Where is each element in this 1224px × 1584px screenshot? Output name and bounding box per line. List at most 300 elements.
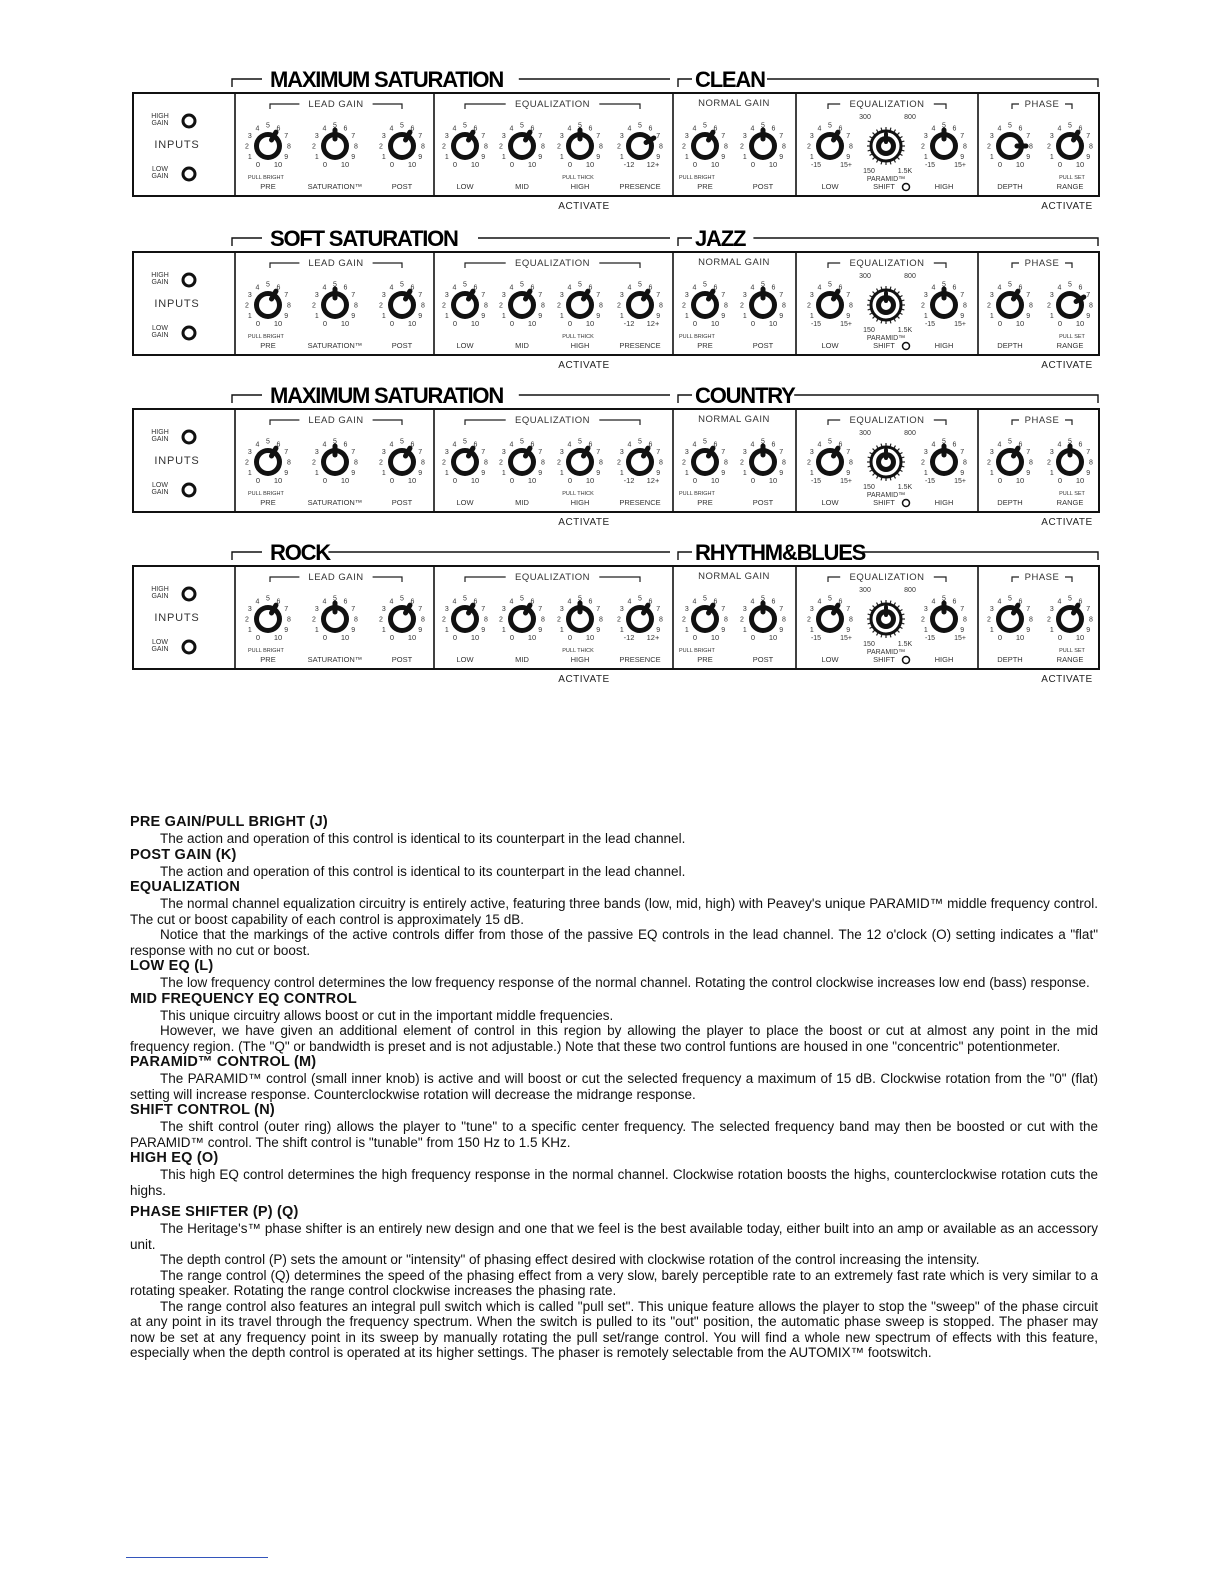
knob-scale-number: 1 xyxy=(247,313,252,320)
knob-scale-number: 8 xyxy=(287,143,291,151)
scale-ten: 10 xyxy=(710,476,720,485)
range-label: RANGE xyxy=(1056,182,1084,191)
scale-plus: 15+ xyxy=(954,162,966,169)
freq-1-5k-label: 1.5K xyxy=(897,484,913,491)
freq-800-label: 800 xyxy=(904,430,916,437)
lead-channel-title: SOFT SATURATION xyxy=(270,226,458,251)
knob-scale-number: 7 xyxy=(779,133,784,140)
knob-scale-number: 5 xyxy=(520,595,524,603)
knob-scale-number: 8 xyxy=(354,143,358,151)
knob-scale-number: 5 xyxy=(942,122,946,130)
knob-scale-number: 8 xyxy=(484,616,488,624)
section-paragraph: The PARAMID™ control (small inner knob) is active and will boost or cut the selected frequency a maximum of 15 dB. Clockwise rotation from the "0" (flat) setting will increase response. Counterclockwise rotation will decrease the midrange response. xyxy=(130,1071,1098,1102)
knob-scale-number: 4 xyxy=(627,125,632,133)
saturation-label: SATURATION™ xyxy=(307,655,363,664)
knob-scale-number: 6 xyxy=(530,441,535,449)
knob-scale-number: 3 xyxy=(444,133,449,140)
section-label: EQUALIZATION xyxy=(849,258,925,269)
knob-scale-number: 9 xyxy=(538,627,543,634)
post-label: POST xyxy=(752,498,774,507)
knob-scale-number: 7 xyxy=(481,292,486,299)
knob-scale-number: 3 xyxy=(247,133,252,140)
paramid-knob xyxy=(867,600,905,638)
scale-zero: 0 xyxy=(997,319,1003,328)
knob-scale-number: 8 xyxy=(659,143,663,151)
scale-zero: 0 xyxy=(997,476,1003,485)
scale-ten: 10 xyxy=(407,160,417,169)
pull-bright-label: PULL BRIGHT xyxy=(679,175,715,181)
knob-scale-number: 6 xyxy=(343,441,348,449)
knob-scale-number: 4 xyxy=(322,441,327,449)
knob-scale-number: 9 xyxy=(846,313,851,320)
knob-scale-number: 2 xyxy=(807,302,811,310)
knob-scale-number: 6 xyxy=(276,441,281,449)
knob-scale-number: 3 xyxy=(1049,449,1054,456)
scale-minus: -12 xyxy=(623,633,635,642)
lead-activate-label: ACTIVATE xyxy=(558,674,610,685)
scale-zero: 0 xyxy=(452,319,458,328)
knob-scale-number: 2 xyxy=(499,302,503,310)
knob-scale-number: 5 xyxy=(638,438,642,446)
knob-scale-number: 5 xyxy=(333,281,337,289)
lead-title-rule-left xyxy=(232,552,262,560)
high-gain-label: GAIN xyxy=(151,436,169,443)
knob-scale-number: 9 xyxy=(721,154,726,161)
knob-scale-number: 6 xyxy=(648,284,653,292)
section-heading: EQUALIZATION xyxy=(130,879,241,895)
knob-scale-number: 4 xyxy=(627,598,632,606)
knob-scale-number: 8 xyxy=(724,302,728,310)
knob-scale-number: 4 xyxy=(322,284,327,292)
section-label: EQUALIZATION xyxy=(849,99,925,110)
pull-set-label: PULL SET xyxy=(1059,491,1085,497)
section-heading: PRE GAIN/PULL BRIGHT (J) xyxy=(130,814,328,830)
scale-ten: 10 xyxy=(407,319,417,328)
knob-scale-number: 1 xyxy=(684,313,689,320)
knob-scale-number: 9 xyxy=(1086,313,1091,320)
section-paragraph: However, we have given an additional element of control in this region by allowing the player to place the boost or cut at almost any point in the mid frequency region. (The "Q" or bandwidth is preset and is not adjustable.) Note that these two control funtions are housed in one "concentric" potentionmeter. xyxy=(130,1023,1098,1054)
knob-scale-number: 9 xyxy=(418,627,423,634)
knob-scale-number: 3 xyxy=(809,292,814,299)
scale-zero: 0 xyxy=(452,633,458,642)
knob-scale-number: 3 xyxy=(619,292,624,299)
section-heading: SHIFT CONTROL (N) xyxy=(130,1102,275,1118)
knob-scale-number: 4 xyxy=(931,598,936,606)
scale-ten: 10 xyxy=(470,319,480,328)
knob-scale-number: 2 xyxy=(442,616,446,624)
knob-scale-number: 4 xyxy=(817,284,822,292)
knob-scale-number: 3 xyxy=(559,133,564,140)
section-label: EQUALIZATION xyxy=(849,415,925,426)
knob-scale-number: 4 xyxy=(389,125,394,133)
knob-scale-number: 8 xyxy=(421,302,425,310)
knob-scale-number: 2 xyxy=(740,143,744,151)
knob-scale-number: 7 xyxy=(1026,606,1031,613)
section-label: EQUALIZATION xyxy=(515,415,590,426)
lead-channel-title: MAXIMUM SATURATION xyxy=(270,383,504,408)
knob-scale-number: 5 xyxy=(761,122,765,130)
normal-title-rule-left xyxy=(678,395,692,403)
knob-scale-number: 1 xyxy=(989,627,994,634)
inputs-label: INPUTS xyxy=(154,139,200,151)
knob-scale-number: 7 xyxy=(1086,133,1091,140)
amp-panel xyxy=(133,540,1099,685)
knob-scale-number: 4 xyxy=(567,284,572,292)
knob-scale-number: 5 xyxy=(463,281,467,289)
knob-scale-number: 7 xyxy=(846,133,851,140)
knob-scale-number: 6 xyxy=(648,598,653,606)
knob-scale-number: 6 xyxy=(648,441,653,449)
high-label: HIGH xyxy=(934,182,954,191)
shift-label: SHIFT xyxy=(873,498,895,507)
pre-label: PRE xyxy=(697,341,713,350)
scale-minus: -12 xyxy=(623,476,635,485)
low-label: LOW xyxy=(456,182,474,191)
presence-label: PRESENCE xyxy=(619,655,661,664)
knob-scale-number: 3 xyxy=(559,292,564,299)
scale-zero: 0 xyxy=(389,476,395,485)
knob-scale-number: 8 xyxy=(421,143,425,151)
scale-zero: 0 xyxy=(567,160,573,169)
knob-scale-number: 3 xyxy=(444,292,449,299)
knob-scale-number: 8 xyxy=(421,616,425,624)
section-paragraph: The low frequency control determines the low frequency response of the normal channel. Rotating the control clockwise increases low end (bass) response. xyxy=(160,975,1090,990)
knob-scale-number: 3 xyxy=(1049,133,1054,140)
high-gain-jack xyxy=(183,115,195,127)
knob-scale-number: 4 xyxy=(567,125,572,133)
knob-scale-number: 3 xyxy=(619,606,624,613)
knob-scale-number: 6 xyxy=(952,125,957,133)
section-paragraph: The Heritage's™ phase shifter is an entirely new design and one that we feel is the best available today, either built into an amp or available as an accessory unit. xyxy=(130,1221,1098,1252)
scale-minus: -15 xyxy=(810,635,822,642)
knob-scale-number: 6 xyxy=(952,441,957,449)
freq-300-label: 300 xyxy=(859,114,871,121)
knob-scale-number: 9 xyxy=(1026,154,1031,161)
pre-label: PRE xyxy=(260,655,276,664)
knob-scale-number: 5 xyxy=(638,595,642,603)
knob-scale-number: 2 xyxy=(312,459,316,467)
knob-scale-number: 7 xyxy=(284,292,289,299)
knob-scale-number: 8 xyxy=(659,459,663,467)
knob-scale-number: 7 xyxy=(481,133,486,140)
normal-title-rule-left xyxy=(678,79,692,87)
knob-scale-number: 4 xyxy=(692,125,697,133)
low-gain-label: GAIN xyxy=(151,646,169,653)
scale-zero: 0 xyxy=(509,160,515,169)
pull-thick-label: PULL THICK xyxy=(562,491,594,497)
scale-plus: 15+ xyxy=(954,635,966,642)
knob-scale-number: 5 xyxy=(463,122,467,130)
scale-zero: 0 xyxy=(255,160,261,169)
knob-scale-number: 7 xyxy=(656,292,661,299)
knob-scale-number: 4 xyxy=(452,125,457,133)
freq-300-label: 300 xyxy=(859,273,871,280)
knob-scale-number: 1 xyxy=(381,470,386,477)
knob-scale-number: 9 xyxy=(960,313,965,320)
knob-scale-number: 6 xyxy=(343,284,348,292)
high-label: HIGH xyxy=(934,341,954,350)
knob-scale-number: 5 xyxy=(828,122,832,130)
knob-scale-number: 3 xyxy=(501,449,506,456)
knob-scale-number: 9 xyxy=(779,627,784,634)
scale-zero: 0 xyxy=(389,319,395,328)
knob-scale-number: 9 xyxy=(351,313,356,320)
knob-scale-number: 8 xyxy=(963,459,967,467)
scale-zero: 0 xyxy=(1057,319,1063,328)
section-paragraph: This unique circuitry allows boost or cut in the important middle frequencies. xyxy=(160,1007,614,1023)
scale-ten: 10 xyxy=(710,633,720,642)
post-label: POST xyxy=(391,341,413,350)
post-label: POST xyxy=(752,655,774,664)
knob-scale-number: 5 xyxy=(578,438,582,446)
freq-800-label: 800 xyxy=(904,114,916,121)
knob-scale-number: 1 xyxy=(1049,627,1054,634)
pre-label: PRE xyxy=(697,655,713,664)
knob-scale-number: 6 xyxy=(1078,125,1083,133)
knob-scale-number: 5 xyxy=(400,281,404,289)
freq-1-5k-label: 1.5K xyxy=(897,641,913,648)
knob-scale-number: 3 xyxy=(559,606,564,613)
knob-scale-number: 1 xyxy=(989,154,994,161)
knob-scale-number: 9 xyxy=(656,627,661,634)
scale-zero: 0 xyxy=(452,476,458,485)
section-paragraph: The action and operation of this control is identical to its counterpart in the lead channel. xyxy=(160,831,686,846)
knob-scale-number: 6 xyxy=(410,598,415,606)
knob-scale-number: 6 xyxy=(530,125,535,133)
knob-scale-number: 3 xyxy=(1049,606,1054,613)
pull-set-label: PULL SET xyxy=(1059,334,1085,340)
section-paragraph: The depth control (P) sets the amount or "intensity" of phasing effect desired with clockwise rotation of the control increasing the intensity. xyxy=(160,1252,980,1267)
knob-scale-number: 3 xyxy=(444,606,449,613)
scale-zero: 0 xyxy=(1057,633,1063,642)
knob-scale-number: 7 xyxy=(481,606,486,613)
normal-channel-title: CLEAN xyxy=(695,67,765,92)
knob-scale-number: 9 xyxy=(721,470,726,477)
knob-scale-number: 9 xyxy=(1026,627,1031,634)
normal-gain-label: NORMAL GAIN xyxy=(698,571,770,582)
knob-scale-number: 2 xyxy=(921,143,925,151)
knob-scale-number: 9 xyxy=(538,154,543,161)
knob-scale-number: 4 xyxy=(452,441,457,449)
knob-scale-number: 2 xyxy=(442,143,446,151)
knob-scale-number: 5 xyxy=(1068,438,1072,446)
knob-scale-number: 7 xyxy=(596,449,601,456)
lead-activate-label: ACTIVATE xyxy=(558,517,610,528)
knob-scale-number: 9 xyxy=(418,154,423,161)
lead-title-rule-left xyxy=(232,79,262,87)
low-gain-jack xyxy=(183,484,195,496)
knob-scale-number: 5 xyxy=(942,438,946,446)
section-heading: HIGH EQ (O) xyxy=(130,1150,219,1166)
knob-scale-number: 5 xyxy=(333,595,337,603)
knob-scale-number: 3 xyxy=(247,292,252,299)
knob-scale-number: 6 xyxy=(952,598,957,606)
low-label: LOW xyxy=(821,498,839,507)
scale-ten: 10 xyxy=(340,319,350,328)
knob-scale-number: 6 xyxy=(1018,598,1023,606)
knob-scale-number: 3 xyxy=(809,449,814,456)
paramid-label: PARAMID™ xyxy=(866,335,906,342)
knob-scale-number: 4 xyxy=(692,598,697,606)
knob-scale-number: 7 xyxy=(721,133,726,140)
inputs-label: INPUTS xyxy=(154,298,200,310)
knob-scale-number: 7 xyxy=(538,606,543,613)
low-label: LOW xyxy=(821,655,839,664)
scale-ten: 10 xyxy=(527,160,537,169)
knob-scale-number: 6 xyxy=(838,598,843,606)
shift-indicator-icon xyxy=(903,500,910,507)
knob-scale-number: 7 xyxy=(351,133,356,140)
knob-scale-number: 5 xyxy=(400,122,404,130)
scale-zero: 0 xyxy=(1057,476,1063,485)
scale-ten: 10 xyxy=(273,633,283,642)
shift-label: SHIFT xyxy=(873,655,895,664)
knob-scale-number: 1 xyxy=(314,627,319,634)
amp-panel xyxy=(133,67,1099,212)
knob-scale-number: 4 xyxy=(255,598,260,606)
freq-150-label: 150 xyxy=(863,641,875,648)
knob-scale-number: 9 xyxy=(656,154,661,161)
scale-ten: 10 xyxy=(1075,319,1085,328)
knob-scale-number: 4 xyxy=(1057,598,1062,606)
scale-zero: 0 xyxy=(997,160,1003,169)
knob-scale-number: 5 xyxy=(578,595,582,603)
knob-scale-number: 8 xyxy=(599,143,603,151)
knob-scale-number: 2 xyxy=(1047,302,1051,310)
knob-scale-number: 6 xyxy=(343,598,348,606)
knob-scale-number: 1 xyxy=(381,154,386,161)
knob-scale-number: 1 xyxy=(444,470,449,477)
knob-scale-number: 2 xyxy=(617,616,621,624)
lead-title-rule-left xyxy=(232,395,262,403)
knob-scale-number: 4 xyxy=(997,125,1002,133)
high-gain-label: HIGH xyxy=(151,586,169,593)
knob-scale-number: 4 xyxy=(750,441,755,449)
knob-scale-number: 4 xyxy=(567,598,572,606)
knob-scale-number: 5 xyxy=(761,595,765,603)
knob-scale-number: 8 xyxy=(599,616,603,624)
paramid-label: PARAMID™ xyxy=(866,492,906,499)
high-gain-jack xyxy=(183,431,195,443)
knob-scale-number: 6 xyxy=(771,125,776,133)
pre-label: PRE xyxy=(697,498,713,507)
knob-scale-number: 1 xyxy=(809,627,814,634)
pre-label: PRE xyxy=(260,498,276,507)
freq-150-label: 150 xyxy=(863,327,875,334)
knob-scale-number: 2 xyxy=(499,143,503,151)
knob-scale-number: 3 xyxy=(314,606,319,613)
scale-zero: 0 xyxy=(509,319,515,328)
knob-scale-number: 5 xyxy=(266,438,270,446)
knob-scale-number: 8 xyxy=(849,302,853,310)
knob-scale-number: 7 xyxy=(418,449,423,456)
knob-scale-number: 5 xyxy=(520,281,524,289)
scale-minus: -15 xyxy=(810,162,822,169)
knob-scale-number: 6 xyxy=(713,598,718,606)
knob-scale-number: 1 xyxy=(619,470,624,477)
knob-scale-number: 3 xyxy=(742,292,747,299)
range-label: RANGE xyxy=(1056,341,1084,350)
knob-scale-number: 2 xyxy=(682,143,686,151)
knob-scale-number: 7 xyxy=(284,449,289,456)
knob-scale-number: 2 xyxy=(682,616,686,624)
knob-scale-number: 6 xyxy=(952,284,957,292)
knob-scale-number: 2 xyxy=(312,143,316,151)
section-paragraph: Notice that the markings of the active controls differ from those of the passive EQ controls in the lead channel. The 12 o'clock (O) setting indicates a "flat" response with no cut or boost. xyxy=(130,927,1098,958)
low-gain-label: LOW xyxy=(152,482,168,489)
knob-scale-number: 2 xyxy=(740,302,744,310)
knob-scale-number: 8 xyxy=(659,302,663,310)
pre-label: PRE xyxy=(260,341,276,350)
knob-scale-number: 5 xyxy=(333,122,337,130)
scale-ten: 10 xyxy=(273,160,283,169)
knob-scale-number: 2 xyxy=(557,143,561,151)
scale-minus: -12 xyxy=(623,160,635,169)
knob-scale-number: 3 xyxy=(684,292,689,299)
normal-title-rule-right xyxy=(862,552,1098,560)
knob-scale-number: 5 xyxy=(942,281,946,289)
normal-activate-label: ACTIVATE xyxy=(1041,674,1093,685)
knob-scale-number: 3 xyxy=(381,449,386,456)
knob-scale-number: 4 xyxy=(817,598,822,606)
amp-panel xyxy=(133,226,1099,371)
knob-scale-number: 7 xyxy=(846,606,851,613)
knob-scale-number: 4 xyxy=(997,284,1002,292)
knob-scale-number: 9 xyxy=(721,627,726,634)
knob-scale-number: 5 xyxy=(638,281,642,289)
knob-scale-number: 1 xyxy=(809,154,814,161)
normal-title-rule-right xyxy=(753,238,1098,246)
knob-scale-number: 6 xyxy=(713,441,718,449)
knob-scale-number: 2 xyxy=(617,302,621,310)
section-paragraph: This high EQ control determines the high frequency response in the normal channel. Clockwise rotation boosts the highs, counterclockwise rotation cuts the highs. xyxy=(130,1167,1098,1198)
lead-channel-title: MAXIMUM SATURATION xyxy=(270,67,504,92)
manual-text xyxy=(130,814,1098,1361)
knob-scale-number: 4 xyxy=(509,284,514,292)
knob-scale-number: 6 xyxy=(771,598,776,606)
low-gain-jack xyxy=(183,641,195,653)
scale-ten: 10 xyxy=(1075,633,1085,642)
scale-ten: 10 xyxy=(1015,633,1025,642)
knob-scale-number: 3 xyxy=(923,449,928,456)
section-heading: LOW EQ (L) xyxy=(130,958,214,974)
scale-ten: 10 xyxy=(768,476,778,485)
knob-scale-number: 7 xyxy=(1026,133,1031,140)
pull-bright-label: PULL BRIGHT xyxy=(679,334,715,340)
knob-scale-number: 5 xyxy=(400,595,404,603)
low-label: LOW xyxy=(456,655,474,664)
knob-scale-number: 8 xyxy=(1089,143,1093,151)
depth-label: DEPTH xyxy=(997,655,1023,664)
knob-scale-number: 1 xyxy=(619,154,624,161)
knob-scale-number: 9 xyxy=(1026,470,1031,477)
low-gain-jack xyxy=(183,168,195,180)
section-paragraph: The range control also features an integral pull switch which is called "pull set". This unique feature allows the player to stop the "sweep" of the phase circuit at any point in its travel through the frequency spectrum. When the switch is pulled to its "out" position, the automatic phase sweep is stopped. The phaser may now be set at any frequency point in its sweep by manually rotating the pull set/range control. You will find a whole new spectrum of effects with this feature, especially when the depth control is operated at its higher settings. The phaser is remotely selectable from the AUTOMIX™ footswitch. xyxy=(130,1298,1098,1360)
knob-scale-number: 1 xyxy=(989,313,994,320)
knob-scale-number: 7 xyxy=(351,292,356,299)
knob-scale-number: 6 xyxy=(588,441,593,449)
scale-zero: 0 xyxy=(389,633,395,642)
knob-scale-number: 4 xyxy=(1057,441,1062,449)
knob-scale-number: 8 xyxy=(484,302,488,310)
knob-scale-number: 8 xyxy=(421,459,425,467)
normal-channel-title: JAZZ xyxy=(695,226,746,251)
knob-scale-number: 4 xyxy=(1057,284,1062,292)
section-label: PHASE xyxy=(1024,258,1060,269)
knob-scale-number: 8 xyxy=(724,143,728,151)
knob-scale-number: 1 xyxy=(314,313,319,320)
section-label: EQUALIZATION xyxy=(515,572,590,583)
